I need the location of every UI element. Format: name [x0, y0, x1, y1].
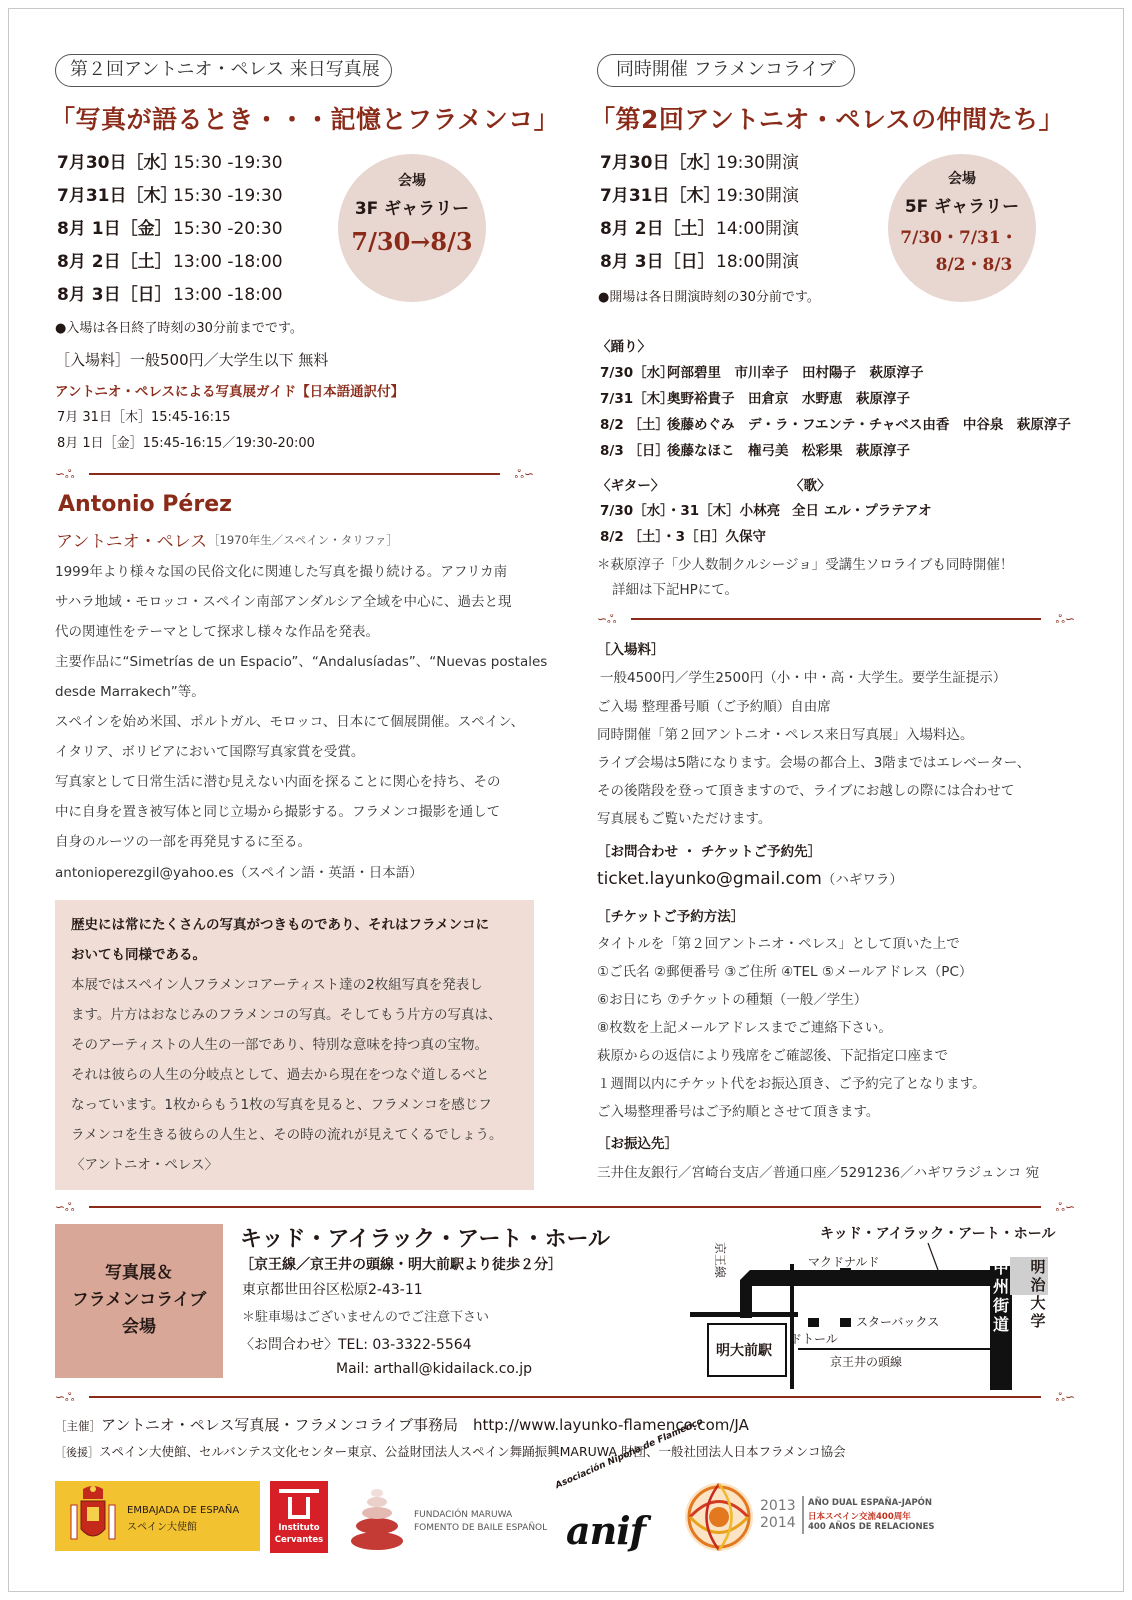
map-inokashira-label: 京王井の頭線 [830, 1355, 903, 1369]
venue-mail[interactable]: Mail: arthall@kidailack.co.jp [336, 1361, 532, 1377]
schedule-row: 8月 2日［土］14:00開演 [600, 219, 799, 239]
artist-quote-box: 歴史には常にたくさんの写真がつきものであり、それはフラメンコに おいても同様である。 本展ではスペイン人フラメンコアーティスト達の2枚組写真を発表し ます。片方はおなじみのフラメンコの写真。そしてもう片方の写真は、 そのアーティストの人生の一部であり、特別な意味を持つ真の宝物。 それは彼らの人生の分岐点として、過去から現在をつなぐ道しるべと なっています。1枚からもう1枚の写真を見ると、フラメンコを感じフ ラメンコを生きる彼らの人生と、その時の流れが見えてくるでしょう。 〈アントニオ・ペレス〉 [55, 900, 534, 1190]
map-inokashira-line [798, 1348, 990, 1350]
bio-line: 主要作品に“Simetrías de un Espacio”、“Andalusíadas”、“Nuevas postales [55, 654, 548, 670]
embassy-logo: EMBAJADA DE ESPAÑA スペイン大使館 [55, 1481, 260, 1551]
schedule-row: 8月 1日［金］15:30 -20:30 [57, 219, 283, 239]
map-keio-label: 京王線 [713, 1242, 727, 1279]
bio-line: 自身のルーツの一部を再発見するに至る。 [55, 834, 311, 850]
dual-year-logo: 2013 2014 AÑO DUAL ESPAÑA-JAPÓN 日本スペイン交流400周年 400 AÑOS DE RELACIONES [680, 1478, 900, 1556]
guide-date-2: 8月 1日［金］15:45-16:15／19:30-20:00 [57, 436, 315, 451]
venue-name: キッド・アイラック・アート・ホール [240, 1227, 611, 1252]
access-map [690, 1218, 1080, 1390]
venue-address: 東京都世田谷区松原2-43-11 [242, 1282, 423, 1298]
cervantes-logo: Instituto Cervantes [270, 1481, 328, 1553]
schedule-row: 7月31日［木］15:30 -19:30 [57, 186, 283, 206]
map-starbucks-label: スターバックス [856, 1315, 940, 1329]
artist-name-jp: アントニオ・ペレス [56, 532, 208, 552]
bio-line: スペインを始め米国、ポルトガル、モロッコ、日本にて個展開催。スペイン、 [55, 714, 525, 730]
map-doutor-marker [808, 1318, 819, 1327]
artist-name-en: Antonio Pérez [58, 492, 232, 517]
live-fee-heading: ［入場料］ [597, 642, 665, 658]
solo-note-detail: 詳細は下記HPにて。 [612, 582, 739, 598]
solo-note: ＊萩原淳子「少人数制クルシージョ」受講生ソロライブも同時開催！ [597, 557, 1014, 573]
ticket-email[interactable]: ticket.layunko@gmail.com（ハギワラ） [597, 869, 903, 889]
bio-line: イタリア、ボリビアにおいて国際写真家賞を受賞。 [55, 744, 365, 760]
open-note: ●開場は各日開演時刻の30分前です。 [598, 290, 820, 305]
map-starbucks-marker [840, 1318, 851, 1327]
bio-line: 1999年より様々な国の民俗文化に関連した写真を撮り続ける。アフリカ南 [55, 564, 508, 580]
bio-line: 代の関連性をテーマとして探求し様々な作品を発表。 [55, 624, 379, 640]
bio-line: サハラ地域・モロッコ・スペイン南部アンダルシア全域を中心に、過去と現 [55, 594, 512, 610]
contact-heading: ［お問合わせ ・ チケットご予約先］ [597, 844, 822, 860]
transfer-heading: ［お振込先］ [597, 1136, 678, 1152]
guitar-row: 8/2 ［土］・3［日］久保守 [600, 529, 767, 545]
schedule-row: 7月31日［木］19:30開演 [600, 186, 799, 206]
map-mcd-marker [840, 1268, 851, 1277]
song-row: 全日 エル・プラテアオ [792, 503, 932, 519]
map-koshu-label: 甲州街道 [992, 1258, 1009, 1334]
cervantes-mark-icon [279, 1489, 319, 1493]
artist-meta: ［1970年生／スペイン・タリファ］ [208, 533, 399, 547]
venue-circle-3f: 会場 3F ギャラリー 7/30→8/3 [338, 154, 486, 302]
venue-access: ［京王線／京王井の頭線・明大前駅より徒歩２分］ [240, 1257, 562, 1273]
map-keio-line-lower [690, 1312, 798, 1317]
exhibition-fee: ［入場料］一般500円／大学生以下 無料 [55, 351, 329, 369]
dance-row: 8/3 ［日］後藤なほこ 権弓美 松彩果 萩原淳子 [600, 443, 910, 459]
bio-line: 写真家として日常生活に潜む見えない内面を探ることに関心を持ち、その [55, 774, 501, 790]
song-heading: 〈歌〉 [790, 478, 831, 494]
map-meiji-label: 明治大学 [1030, 1258, 1046, 1330]
ornament-divider: ∽ஃ ஃ∽ [55, 1200, 1075, 1214]
schedule-row: 8月 3日［日］13:00 -18:00 [57, 285, 283, 305]
anif-logo: Asociación Nipona de Flamenco anif [554, 1416, 705, 1553]
howto-heading: ［チケットご予約方法］ [597, 909, 745, 925]
map-hall-label: キッド・アイラック・アート・ホール [820, 1226, 1056, 1242]
venue-parking: ＊駐車場はございませんのでご注意下さい [242, 1310, 490, 1325]
live-title: 「第2回アントニオ・ペレスの仲間たち」 [590, 105, 1065, 134]
guide-date-1: 7月 31日［木］15:45-16:15 [57, 410, 231, 425]
venue-circle-5f: 会場 5F ギャラリー 7/30・7/31・ 8/2・8/3 [888, 154, 1036, 302]
ornament-divider: ∽ஃ ஃ∽ [55, 467, 534, 481]
guitar-row: 7/30［水］・31［木］小林亮 [600, 503, 781, 519]
venue-tel: 〈お問合わせ〉TEL: 03-3322-5564 [240, 1337, 472, 1353]
bio-line: desde Marrakech”等。 [55, 684, 205, 700]
spain-crest-icon [61, 1483, 125, 1549]
bio-line: 中に自身を置き被写体と同じ立場から撮影する。フラメンコ撮影を通して [55, 804, 501, 820]
dance-row: 7/31［木］奥野裕貴子 田倉京 水野恵 萩原淳子 [600, 391, 910, 407]
venue-label-box: 写真展＆ フラメンコライブ 会場 [55, 1224, 223, 1378]
guide-title: アントニオ・ペレスによる写真展ガイド【日本語通訳付】 [55, 384, 405, 400]
dance-heading: 〈踊り〉 [597, 339, 651, 355]
ornament-divider: ∽ஃ ஃ∽ [55, 1390, 1075, 1404]
ornament-divider: ∽ஃ ஃ∽ [597, 612, 1075, 626]
globe-swirl-icon [680, 1478, 758, 1556]
map-keio-line [740, 1270, 990, 1318]
schedule-row: 7月30日［水］19:30開演 [600, 153, 799, 173]
map-mcd-label: マクドナルド [808, 1255, 880, 1269]
schedule-row: 7月30日［水］15:30 -19:30 [57, 153, 283, 173]
support-line: ［後援］スペイン大使館、セルバンテス文化センター東京、公益財団法人スペイン舞踊振興MARUWA 財団、一般社団法人日本フラメンコ協会 [55, 1444, 846, 1459]
stacked-stones-icon [348, 1481, 406, 1553]
organizer-line: ［主催］アントニオ・ペレス写真展・フラメンコライブ事務局 http://www.layunko-flamenco.com/JA [55, 1416, 749, 1434]
map-leader-line [928, 1243, 938, 1270]
map-station-label: 明大前駅 [716, 1343, 772, 1359]
exhibition-badge: 第２回アントニオ・ペレス 来日写真展 [55, 54, 392, 87]
artist-email: antonioperezgil@yahoo.es（スペイン語・英語・日本語） [55, 865, 423, 881]
dance-row: 7/30［水］阿部碧里 市川幸子 田村陽子 萩原淳子 [600, 365, 924, 381]
maruwa-logo: FUNDACIÓN MARUWA FOMENTO DE BAILE ESPAÑOL [348, 1481, 538, 1553]
schedule-row: 8月 3日［日］18:00開演 [600, 252, 799, 272]
guitar-heading: 〈ギター〉 [597, 478, 665, 494]
transfer-account: 三井住友銀行／宮崎台支店／普通口座／5291236／ハギワラジュンコ 宛 [597, 1165, 1040, 1181]
map-doutor-label: ドトール [790, 1332, 838, 1346]
live-badge: 同時開催 フラメンコライブ [597, 54, 855, 87]
exhibition-title: 「写真が語るとき・・・記憶とフラメンコ」 [50, 105, 560, 134]
schedule-row: 8月 2日［土］13:00 -18:00 [57, 252, 283, 272]
dance-row: 8/2 ［土］後藤めぐみ デ・ラ・フエンテ・チャベス由香 中谷泉 萩原淳子 [600, 417, 1071, 433]
entry-note: ●入場は各日終了時刻の30分前までです。 [55, 321, 303, 336]
